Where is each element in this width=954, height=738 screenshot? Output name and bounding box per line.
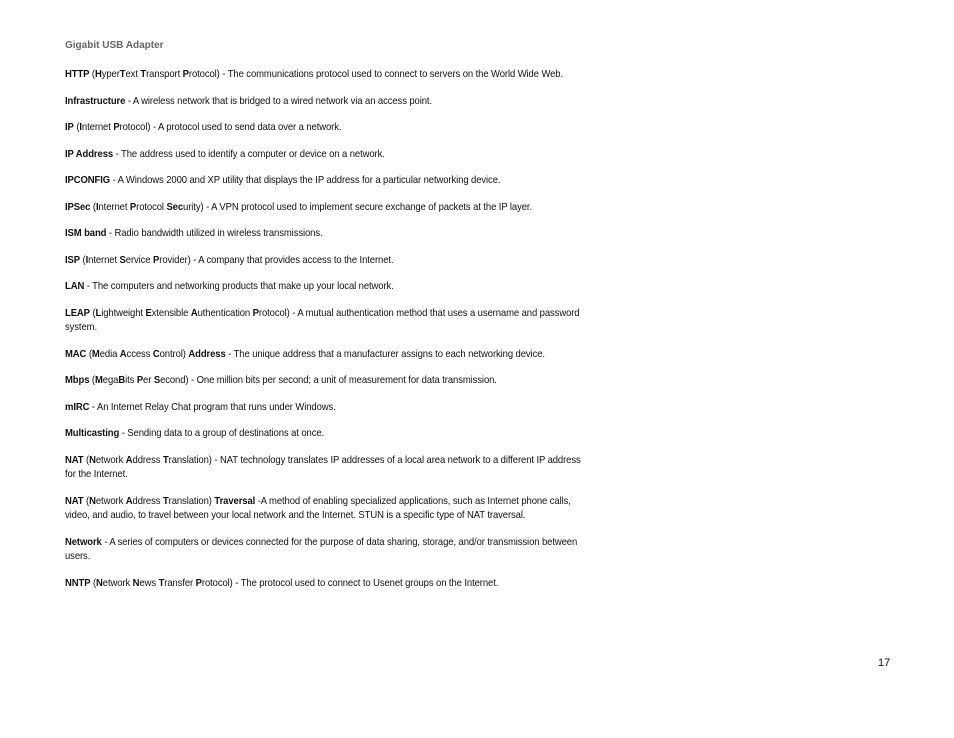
entry-text: ( bbox=[83, 495, 90, 507]
entry-text: - A wireless network that is bridged to a wired network via an access point. bbox=[125, 95, 433, 107]
entry-term-text: T bbox=[162, 454, 169, 466]
entry-term-text: P bbox=[195, 577, 202, 589]
entry-term-text: P bbox=[129, 201, 137, 213]
glossary-entry bbox=[65, 427, 593, 442]
entry-text: ranslation) bbox=[168, 495, 215, 507]
entry-text: ( bbox=[89, 69, 95, 80]
entry-text: - Sending data to a group of destinations at once. bbox=[119, 428, 325, 439]
glossary-entry bbox=[65, 307, 593, 336]
entry-term-text: NAT bbox=[65, 454, 84, 466]
entry-term-text: L bbox=[95, 307, 102, 319]
entry-term-text: I bbox=[95, 201, 99, 213]
glossary-entry bbox=[65, 536, 593, 565]
entry-text: ransfer bbox=[164, 577, 196, 589]
entry-term-text: A bbox=[119, 348, 127, 360]
entry-text: - The address used to identify a computer or device on a network. bbox=[113, 148, 385, 160]
glossary-entry bbox=[65, 68, 593, 83]
entry-text: ransport bbox=[146, 69, 183, 80]
entry-term-text: P bbox=[182, 69, 189, 80]
glossary-entry bbox=[65, 280, 593, 295]
entry-text: ( bbox=[90, 201, 96, 213]
glossary-entry bbox=[65, 454, 593, 483]
entry-text: ervice bbox=[125, 254, 154, 266]
entry-text: - The computers and networking products that make up your local network. bbox=[84, 281, 394, 292]
entry-text: etwork bbox=[95, 495, 126, 507]
entry-term-text: T bbox=[158, 577, 165, 589]
glossary-entry bbox=[65, 374, 593, 389]
entry-text: urity) - A VPN protocol used to implement secure exchange of packets at the IP layer. bbox=[183, 201, 533, 213]
entry-term-text: NAT bbox=[65, 495, 84, 507]
entry-text: - A series of computers or devices connected for the purpose of data sharing, storage, and/or transmission between users. bbox=[65, 536, 578, 562]
entry-term-text: P bbox=[252, 307, 259, 319]
entry-term-text: IPSec bbox=[65, 201, 91, 213]
entry-term-text: H bbox=[94, 69, 102, 80]
entry-text: etwork bbox=[102, 577, 133, 589]
entry-text: rotocol bbox=[136, 201, 167, 213]
entry-text: ( bbox=[79, 254, 86, 266]
entry-term-text: LEAP bbox=[65, 307, 90, 319]
entry-term-text: HTTP bbox=[65, 69, 90, 80]
entry-term-text: NNTP bbox=[65, 577, 91, 589]
entry-term-text: A bbox=[125, 454, 133, 466]
entry-term-text: T bbox=[140, 69, 147, 80]
entry-term-text: P bbox=[113, 122, 120, 133]
entry-text: ega bbox=[102, 375, 119, 386]
entry-text: ontrol) bbox=[159, 348, 189, 360]
entry-term-text: M bbox=[94, 375, 103, 386]
entry-text: rotocol) - A protocol used to send data over a network. bbox=[119, 122, 342, 133]
entry-term-text: T bbox=[162, 495, 169, 507]
entry-term-text: N bbox=[96, 577, 103, 589]
entry-term-text: B bbox=[118, 375, 126, 386]
entry-term-text: Address bbox=[188, 348, 226, 360]
entry-term-text: N bbox=[89, 495, 96, 507]
entry-term-text: I bbox=[85, 254, 89, 266]
glossary-entry bbox=[65, 495, 593, 524]
entry-text: nternet bbox=[98, 201, 130, 213]
entry-term-text: S bbox=[153, 375, 161, 386]
entry-text: - An Internet Relay Chat program that runs under Windows. bbox=[89, 401, 336, 413]
entry-text: xtensible bbox=[151, 307, 191, 319]
entry-text: nternet bbox=[81, 122, 114, 133]
entry-text: er bbox=[143, 375, 154, 386]
entry-text: uthentication bbox=[197, 307, 253, 319]
glossary-entry bbox=[65, 348, 593, 363]
entry-text: ( bbox=[86, 348, 92, 360]
entry-text: ext bbox=[125, 69, 141, 80]
glossary-entry bbox=[65, 201, 593, 216]
glossary-entry bbox=[65, 254, 593, 269]
entry-text: ddress bbox=[132, 495, 163, 507]
entry-text: rotocol) - A mutual authentication method that uses a username and password system. bbox=[65, 307, 580, 333]
entry-term-text: mIRC bbox=[65, 401, 90, 413]
entry-text: etwork bbox=[95, 454, 126, 466]
glossary-list bbox=[65, 68, 593, 603]
entry-text: rotocol) - The protocol used to connect to Usenet groups on the Internet. bbox=[201, 577, 499, 589]
entry-text: ( bbox=[90, 577, 97, 589]
entry-term-text: S bbox=[119, 254, 126, 266]
entry-term-text: Traversal bbox=[214, 495, 256, 507]
entry-text: - The unique address that a manufacturer assigns to each networking device. bbox=[225, 348, 545, 360]
entry-term-text: C bbox=[152, 348, 160, 360]
entry-term-text: T bbox=[119, 69, 126, 80]
entry-text: - Radio bandwidth utilized in wireless transmissions. bbox=[106, 228, 323, 239]
entry-text: edia bbox=[99, 348, 120, 360]
entry-text: econd) - One million bits per second; a unit of measurement for data transmission. bbox=[160, 375, 497, 386]
entry-term-text: Network bbox=[65, 536, 102, 548]
entry-text: yper bbox=[101, 69, 120, 80]
entry-term-text: Multicasting bbox=[65, 428, 120, 439]
entry-term-text: E bbox=[145, 307, 152, 319]
entry-text: ews bbox=[139, 577, 159, 589]
entry-term-text: MAC bbox=[65, 348, 87, 360]
entry-text: ( bbox=[83, 454, 90, 466]
glossary-entry bbox=[65, 174, 593, 189]
entry-text: ( bbox=[89, 375, 95, 386]
entry-term-text: N bbox=[89, 454, 96, 466]
entry-term-text: A bbox=[125, 495, 133, 507]
entry-term-text: Sec bbox=[166, 201, 184, 213]
entry-term-text: LAN bbox=[65, 281, 85, 292]
entry-text: rotocol) - The communications protocol used to connect to servers on the World Wide Web. bbox=[188, 69, 564, 80]
entry-text: ( bbox=[73, 122, 80, 133]
entry-text: - A Windows 2000 and XP utility that displays the IP address for a particular networking device. bbox=[110, 175, 501, 186]
glossary-entry bbox=[65, 401, 593, 416]
entry-text: -A method of enabling specialized applications, such as Internet phone calls, video, and audio, to travel between your local network and the Internet. STUN is a specific type of NAT traversal. bbox=[65, 495, 571, 521]
entry-term-text: IPCONFIG bbox=[65, 175, 111, 186]
entry-text: ranslation) - NAT technology translates IP addresses of a local area network to a different IP address for the Internet. bbox=[65, 454, 581, 480]
entry-term-text: Infrastructure bbox=[65, 95, 126, 107]
entry-term-text: A bbox=[190, 307, 198, 319]
entry-term-text: Mbps bbox=[65, 375, 90, 386]
entry-text: ightweight bbox=[101, 307, 146, 319]
glossary-entry bbox=[65, 121, 593, 136]
glossary-entry bbox=[65, 148, 593, 163]
entry-term-text: I bbox=[79, 122, 82, 133]
glossary-entry bbox=[65, 577, 593, 592]
entry-text: ( bbox=[89, 307, 96, 319]
entry-term-text: N bbox=[132, 577, 140, 589]
entry-text: ccess bbox=[126, 348, 153, 360]
running-header: Gigabit USB Adapter bbox=[65, 40, 164, 51]
entry-text: ddress bbox=[132, 454, 163, 466]
entry-term-text: P bbox=[136, 375, 144, 386]
entry-term-text: IP Address bbox=[65, 148, 114, 160]
entry-text: rovider) - A company that provides access to the Internet. bbox=[159, 254, 394, 266]
entry-text: nternet bbox=[88, 254, 120, 266]
entry-term-text: IP bbox=[65, 122, 74, 133]
page-number: 17 bbox=[878, 657, 891, 669]
entry-term-text: P bbox=[153, 254, 160, 266]
entry-term-text: M bbox=[91, 348, 100, 360]
entry-text: its bbox=[125, 375, 137, 386]
glossary-entry bbox=[65, 227, 593, 242]
entry-term-text: ISM band bbox=[65, 228, 107, 239]
entry-term-text: ISP bbox=[65, 254, 80, 266]
glossary-entry bbox=[65, 95, 593, 110]
